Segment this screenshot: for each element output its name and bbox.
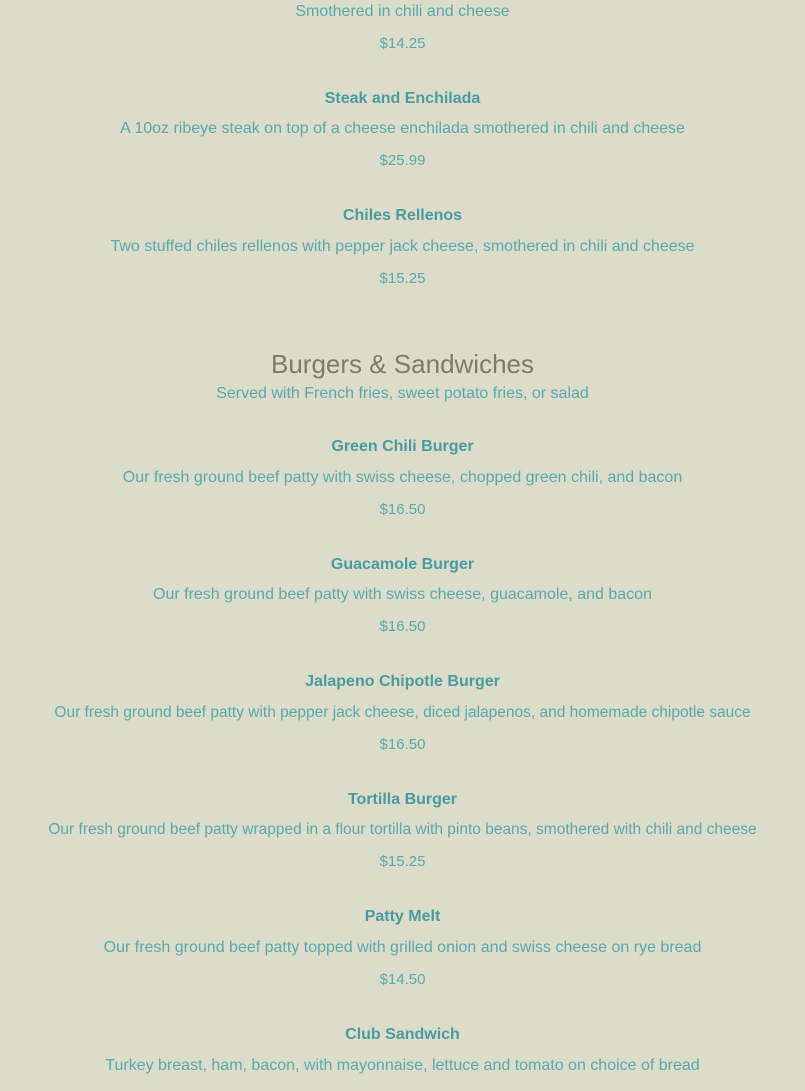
menu-item-description: Our fresh ground beef patty topped with grilled onion and swiss cheese on rye bread bbox=[103, 939, 702, 956]
menu-item-description: Our fresh ground beef patty with pepper jack cheese, diced jalapenos, and homemade chipotle sauce bbox=[54, 704, 751, 721]
menu-item-description: Our fresh ground beef patty with swiss cheese, guacamole, and bacon bbox=[153, 586, 652, 603]
menu-item-description: Smothered in chili and cheese bbox=[295, 3, 510, 20]
menu-item-price: $15.25 bbox=[379, 853, 426, 870]
menu-item-name: Guacamole Burger bbox=[330, 556, 475, 573]
menu-item-price: $15.25 bbox=[379, 270, 426, 287]
section-subtitle: Served with French fries, sweet potato fries, or salad bbox=[216, 385, 589, 402]
menu-item-name: Steak and Enchilada bbox=[324, 90, 481, 107]
section-title: Burgers & Sandwiches bbox=[270, 349, 535, 379]
menu-item-price: $14.25 bbox=[379, 35, 426, 52]
menu-item-name: Patty Melt bbox=[364, 908, 441, 925]
menu-item-name: Chiles Rellenos bbox=[342, 207, 463, 224]
menu-item-price: $16.50 bbox=[379, 736, 426, 753]
menu-item-name: Club Sandwich bbox=[345, 1026, 460, 1043]
menu-item-description: Our fresh ground beef patty wrapped in a flour tortilla with pinto beans, smothered with chili and cheese bbox=[48, 821, 757, 838]
menu-item-description: Our fresh ground beef patty with swiss cheese, chopped green chili, and bacon bbox=[122, 469, 683, 486]
menu-item-name: Green Chili Burger bbox=[331, 438, 474, 455]
menu-item-name: Tortilla Burger bbox=[347, 791, 458, 808]
menu-item-description: Turkey breast, ham, bacon, with mayonnaise, lettuce and tomato on choice of bread bbox=[105, 1057, 700, 1074]
menu-item-price: $25.99 bbox=[379, 152, 426, 169]
menu-item-price: $14.50 bbox=[379, 971, 426, 988]
menu-item-name: Jalapeno Chipotle Burger bbox=[305, 673, 500, 690]
menu-item-description: Two stuffed chiles rellenos with pepper jack cheese, smothered in chili and cheese bbox=[110, 238, 695, 255]
menu-item-description: A 10oz ribeye steak on top of a cheese enchilada smothered in chili and cheese bbox=[120, 120, 685, 137]
menu-item-price: $16.50 bbox=[379, 501, 426, 518]
menu-item-price: $16.50 bbox=[379, 618, 426, 635]
